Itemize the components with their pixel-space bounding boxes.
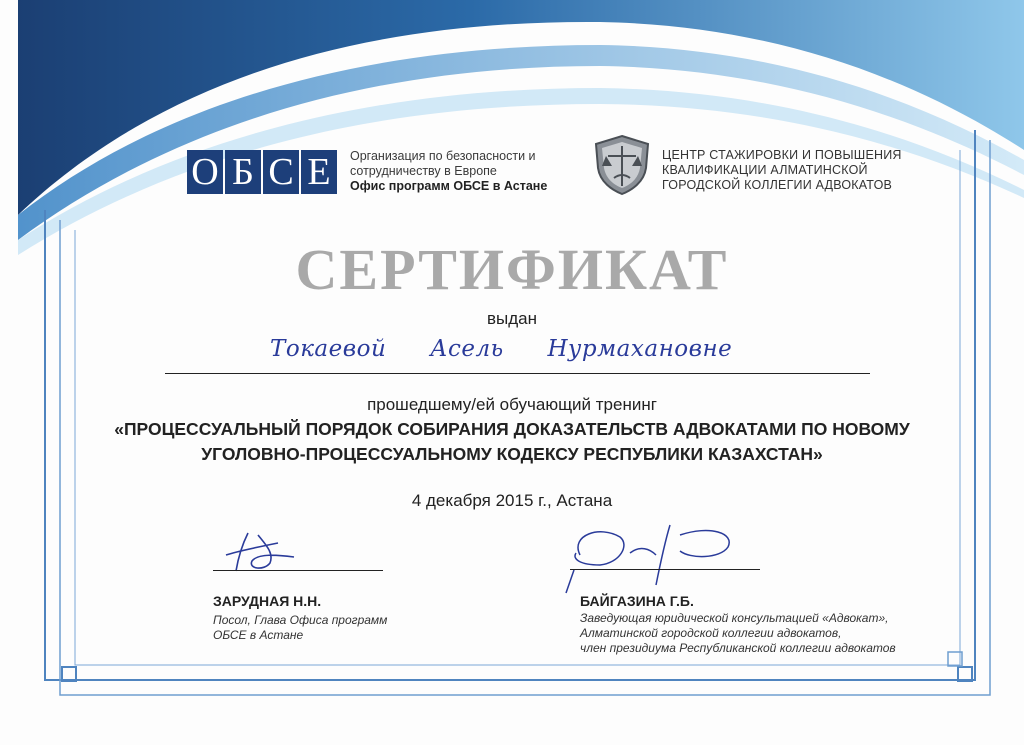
right-signature — [560, 515, 760, 595]
right-signer-title-line-3: член президиума Республиканской коллегии адвокатов — [580, 641, 896, 655]
osce-line-2: сотрудничеству в Европе — [350, 164, 497, 178]
left-signature-line — [213, 570, 383, 571]
left-signature — [218, 525, 308, 580]
course-title-line-1: «ПРОЦЕССУАЛЬНЫЙ ПОРЯДОК СОБИРАНИЯ ДОКАЗАТЕЛЬСТВ АДВОКАТАМИ ПО НОВОМУ — [114, 419, 910, 439]
training-center-text — [662, 148, 902, 193]
certificate-title: СЕРТИФИКАТ — [295, 237, 729, 302]
right-signer-title-line-2: Алматинской городской коллегии адвокатов, — [580, 626, 842, 640]
passed-training-label: прошедшему/ей обучающий тренинг — [367, 395, 657, 414]
osce-logo — [187, 150, 339, 194]
left-signer-title-line-1: Посол, Глава Офиса программ — [213, 613, 388, 627]
left-signer-title — [213, 613, 403, 643]
recipient-name: Токаевой Асель Нурмахановне — [270, 336, 733, 362]
osce-logo-letter: Е — [301, 150, 337, 194]
center-line-2: КВАЛИФИКАЦИИ АЛМАТИНСКОЙ — [662, 163, 868, 177]
left-signer-title-line-2: ОБСЕ в Астане — [213, 628, 304, 642]
osce-logo-letter: Б — [225, 150, 261, 194]
left-signer-name: ЗАРУДНАЯ Н.Н. — [213, 593, 322, 609]
right-signer-name: БАЙГАЗИНА Г.Б. — [580, 593, 694, 609]
center-line-1: ЦЕНТР СТАЖИРОВКИ И ПОВЫШЕНИЯ — [662, 148, 902, 162]
osce-line-1: Организация по безопасности и — [350, 149, 536, 163]
course-title — [90, 417, 934, 467]
right-signature-line — [570, 569, 760, 570]
osce-office-line: Офис программ ОБСЕ в Астане — [350, 179, 548, 193]
shield-emblem-icon — [592, 134, 652, 196]
osce-logo-letter: О — [187, 150, 223, 194]
right-signer-title-line-1: Заведующая юридической консультацией «Адвокат», — [580, 611, 889, 625]
center-line-3: ГОРОДСКОЙ КОЛЛЕГИИ АДВОКАТОВ — [662, 178, 893, 192]
issued-label: выдан — [486, 309, 537, 328]
course-title-line-2: УГОЛОВНО-ПРОЦЕССУАЛЬНОМУ КОДЕКСУ РЕСПУБЛИКИ КАЗАХСТАН» — [201, 444, 823, 464]
recipient-underline — [165, 373, 870, 374]
osce-logo-letter: С — [263, 150, 299, 194]
right-signer-title — [580, 611, 910, 656]
date-place: 4 декабря 2015 г., Астана — [411, 491, 613, 510]
osce-organization-text — [350, 149, 560, 194]
